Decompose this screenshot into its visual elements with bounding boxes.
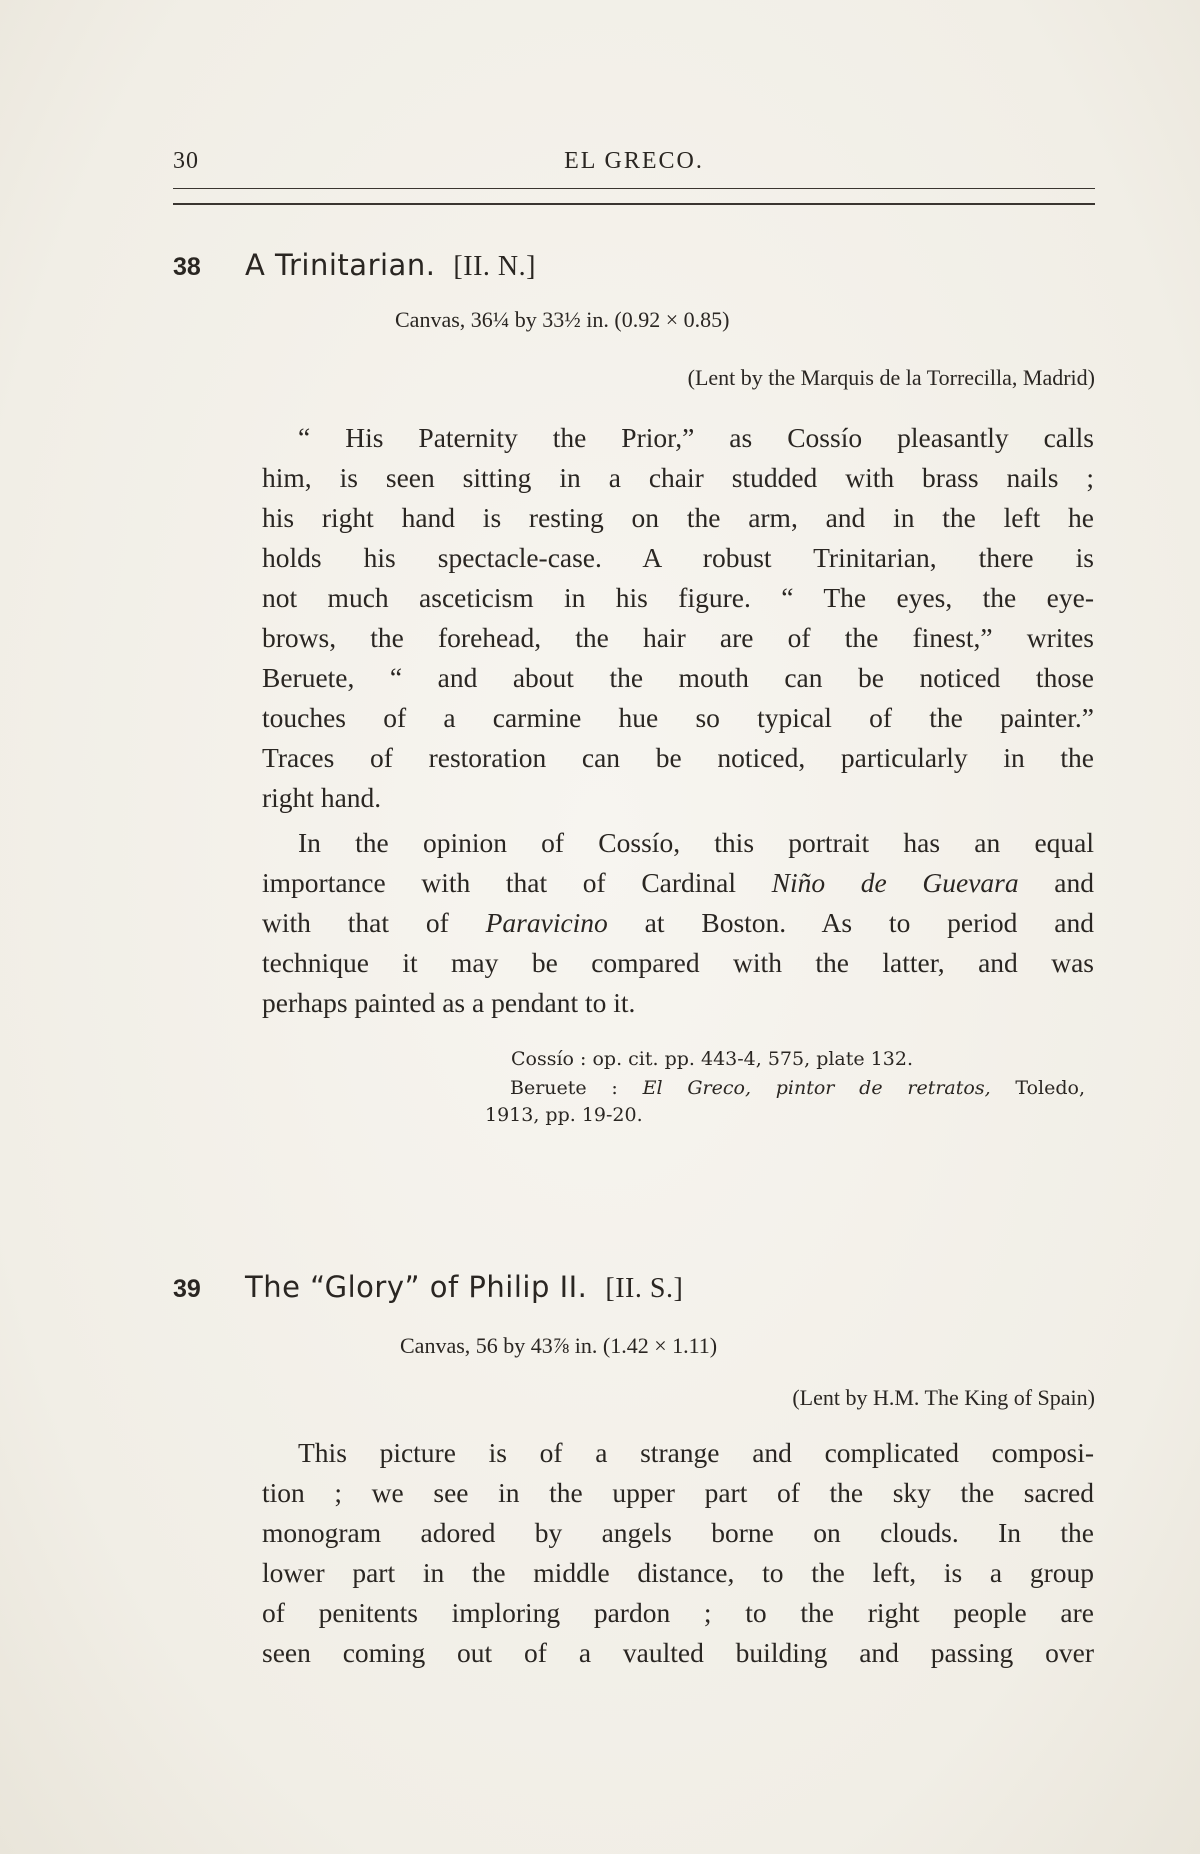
entry-39-heading [173, 1270, 1095, 1305]
entry-38-paragraph-2 [262, 823, 1094, 1023]
entry-39-number: 39 [173, 1275, 201, 1303]
entry-39-p1-line: monogram adored by angels borne on clouds. In the [262, 1517, 1094, 1548]
header-rule-thick [173, 203, 1095, 205]
entry-39-p1-line: tion ; we see in the upper part of the sky the sacred [262, 1477, 1094, 1508]
entry-38-ref-beruete [510, 1077, 1085, 1099]
entry-38-p2-text: and [1018, 867, 1094, 898]
header-rule-thin [173, 188, 1095, 189]
entry-38-p1-line: him, is seen sitting in a chair studded with brass nails ; [262, 462, 1094, 493]
entry-38-p1-line: brows, the forehead, the hair are of the finest,” writes [262, 622, 1094, 653]
entry-38-p2-text: with that of [262, 907, 486, 938]
entry-38-p2-title-nino: Niño de Guevara [771, 867, 1019, 898]
entry-38-ref-beruete-title: El Greco, pintor de retratos, [642, 1077, 991, 1099]
entry-38-number: 38 [173, 253, 201, 281]
entry-38-p2-line [262, 863, 1094, 903]
entry-38-p1-line: his right hand is resting on the arm, and in the left he [262, 502, 1094, 533]
entry-38-p2-line: technique it may be compared with the latter, and was [262, 947, 1094, 978]
entry-38-p2-text: importance with that of Cardinal [262, 867, 772, 898]
entry-39-p1-line: of penitents imploring pardon ; to the right people are [262, 1597, 1094, 1628]
entry-38-location: [II. N.] [453, 251, 536, 282]
entry-38-heading [173, 248, 1095, 283]
page-number: 30 [173, 148, 199, 174]
entry-38-p2-text: at Boston. As to period and [607, 907, 1094, 938]
entry-38-ref-cossio: Cossío : op. cit. pp. 443-4, 575, plate 132. [511, 1048, 913, 1070]
entry-39-lender: (Lent by H.M. The King of Spain) [792, 1385, 1095, 1410]
entry-39-p1-line: This picture is of a strange and complicated composi- [298, 1437, 1094, 1468]
running-head: EL GRECO. [564, 148, 704, 174]
entry-38-p1-line: holds his spectacle-case. A robust Trinitarian, there is [262, 542, 1094, 573]
entry-39-p1-line: lower part in the middle distance, to the left, is a group [262, 1557, 1094, 1588]
entry-39-paragraph-1 [262, 1433, 1094, 1673]
entry-38-p1-line: touches of a carmine hue so typical of the painter.” [262, 702, 1094, 733]
entry-38-p1-line: right hand. [262, 782, 382, 813]
entry-39-location: [II. S.] [605, 1273, 684, 1304]
entry-38-p1-line: Traces of restoration can be noticed, particularly in the [262, 742, 1094, 773]
entry-39-p1-line: seen coming out of a vaulted building and passing over [262, 1637, 1094, 1668]
entry-38-canvas: Canvas, 36¼ by 33½ in. (0.92 × 0.85) [395, 307, 730, 332]
entry-38-p1-line: “ His Paternity the Prior,” as Cossío pleasantly calls [298, 422, 1094, 453]
entry-38-p2-line [262, 903, 1094, 943]
entry-38-ref-beruete-place: Toledo, [990, 1077, 1085, 1099]
entry-39-canvas: Canvas, 56 by 43⅞ in. (1.42 × 1.11) [400, 1333, 718, 1358]
entry-38-ref-year: 1913, pp. 19-20. [485, 1104, 643, 1126]
entry-38-paragraph-1 [262, 418, 1094, 818]
entry-38-title: A Trinitarian. [245, 248, 436, 282]
page-header [173, 148, 1095, 188]
entry-39-title: The “Glory” of Philip II. [245, 1270, 588, 1304]
entry-38-ref-beruete-author: Beruete : [510, 1077, 643, 1099]
entry-38-p2-line: In the opinion of Cossío, this portrait has an equal [298, 827, 1094, 858]
entry-38-p1-line: not much asceticism in his figure. “ The eyes, the eye- [262, 582, 1094, 613]
entry-38-p2-title-paravicino: Paravicino [485, 907, 608, 938]
entry-38-lender: (Lent by the Marquis de la Torrecilla, Madrid) [687, 365, 1095, 390]
entry-38-p2-line: perhaps painted as a pendant to it. [262, 987, 636, 1018]
entry-38-p1-line: Beruete, “ and about the mouth can be noticed those [262, 662, 1094, 693]
